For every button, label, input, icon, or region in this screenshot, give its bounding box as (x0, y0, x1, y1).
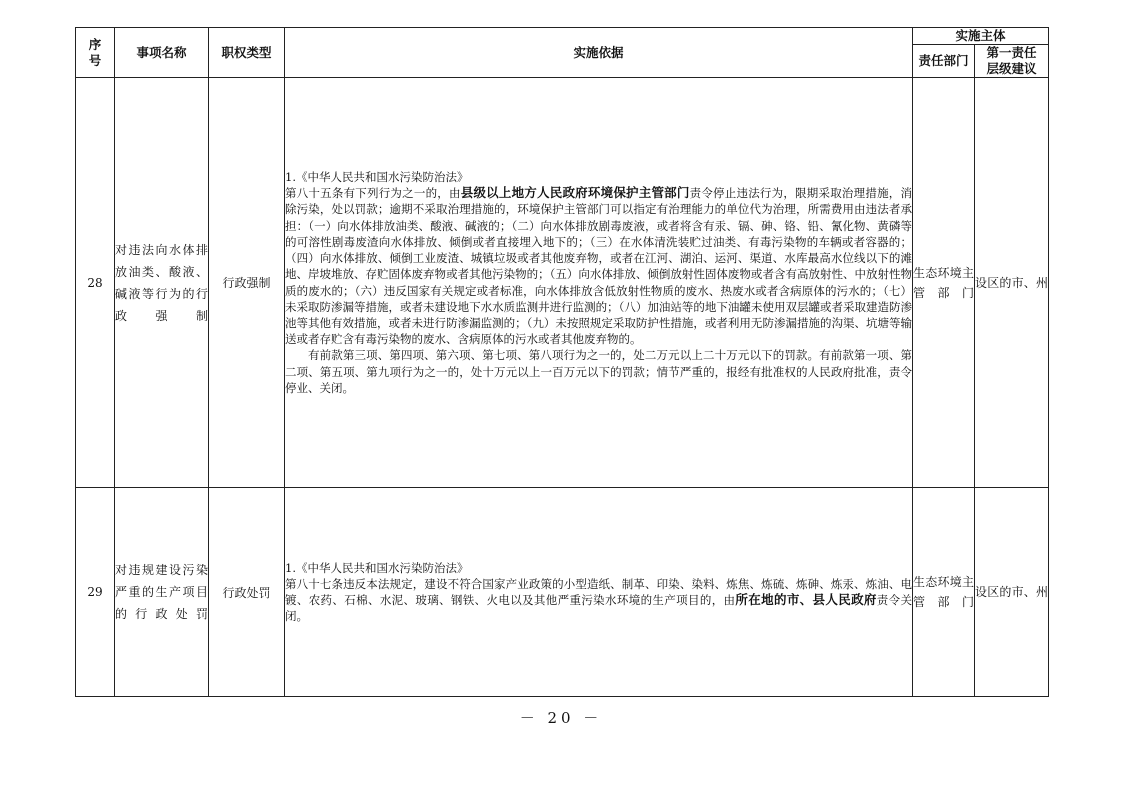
table-row (76, 78, 1049, 488)
responsible-authority: 所在地的市、县人民政府 (735, 592, 877, 607)
law-title: 1.《中华人民共和国水污染防治法》 (285, 560, 469, 575)
header-item-name: 事项名称 (115, 28, 209, 78)
table-row (76, 488, 1049, 697)
row-legal-basis (285, 78, 913, 488)
header-first-responsibility-level: 第一责任层级建议 (975, 45, 1049, 78)
row-responsibility-level: 设区的市、州 (975, 78, 1049, 488)
row-legal-basis (285, 488, 913, 697)
article-text: 责令停止违法行为，限期采取治理措施，消除污染，处以罚款；逾期不采取治理措施的，环境保护主管部门可以指定有治理能力的单位代为治理，所需费用由违法者承担：（一）向水体排放油类、酸液、碱液的；（二）向水体排放剧毒废液，或者将含有汞、镉、砷、铬、铅、氰化物、黄磷等的可溶性剧毒废渣向水体排放、倾倒或者直接埋入地下的；（三）在水体清洗装贮过油类、有毒污染物的车辆或者容器的；（四）向水体排放、倾倒工业废渣、城镇垃圾或者其他废弃物，或者在江河、湖泊、运河、渠道、水库最高水位线以下的滩地、岸坡堆放、存贮固体废弃物或者其他污染物的；（五）向水体排放、倾倒放射性固体废物或者含有高放射性、中放射性物质的废水的；（六）违反国家有关规定或者标准，向水体排放含低放射性物质的废水、热废水或者含病原体的污水的；（七）未采取防渗漏等措施，或者未建设地下水水质监测井进行监测的；（八）加油站等的地下油罐未使用双层罐或者采取建造防渗池等其他有效措施，或者未进行防渗漏监测的；（九）未按照规定采取防护性措施，或者利用无防渗漏措施的沟渠、坑塘等输送或者存贮含有毒污染物的废水、含病原体的污水或者其他废弃物的。 (285, 186, 912, 347)
article-text: 第八十五条有下列行为之一的，由 (285, 186, 461, 201)
header-serial-number: 序号 (76, 28, 115, 78)
row-serial-number: 29 (76, 488, 115, 697)
header-legal-basis: 实施依据 (285, 28, 913, 78)
page-number: － 20 － (519, 709, 603, 727)
article-text: 责令关闭。 (285, 593, 913, 624)
article-paragraph (285, 576, 912, 625)
header-responsible-dept: 责任部门 (913, 45, 975, 78)
row-power-type: 行政强制 (209, 78, 285, 488)
authority-table (75, 27, 1049, 697)
row-responsible-dept: 生态环境主管部门 (913, 78, 975, 488)
row-responsible-dept: 生态环境主管部门 (913, 488, 975, 697)
row-responsibility-level: 设区的市、州 (975, 488, 1049, 697)
header-implementing-entity: 实施主体 (913, 28, 1049, 45)
article-text: 第八十七条违反本法规定，建设不符合国家产业政策的小型造纸、制革、印染、染料、炼焦、炼硫、炼砷、炼汞、炼油、电镀、农药、石棉、水泥、玻璃、钢铁、火电以及其他严重污染水环境的生产项目的，由 (285, 576, 912, 607)
row-item-name: 对违规建设污染严重的生产项目的行政处罚 (115, 488, 209, 697)
law-title: 1.《中华人民共和国水污染防治法》 (285, 170, 469, 185)
row-item-name: 对违法向水体排放油类、酸液、碱液等行为的行政强制 (115, 78, 209, 488)
penalty-paragraph: 有前款第三项、第四项、第六项、第七项、第八项行为之一的，处二万元以上二十万元以下的罚款。有前款第一项、第二项、第五项、第九项行为之一的，处十万元以上一百万元以下的罚款；情节严重的，报经有批准权的人民政府批准，责令停业、关闭。 (285, 348, 912, 395)
row-serial-number: 28 (76, 78, 115, 488)
article-paragraph (285, 185, 912, 347)
header-power-type: 职权类型 (209, 28, 285, 78)
row-power-type: 行政处罚 (209, 488, 285, 697)
responsible-authority: 县级以上地方人民政府环境保护主管部门 (460, 185, 690, 201)
